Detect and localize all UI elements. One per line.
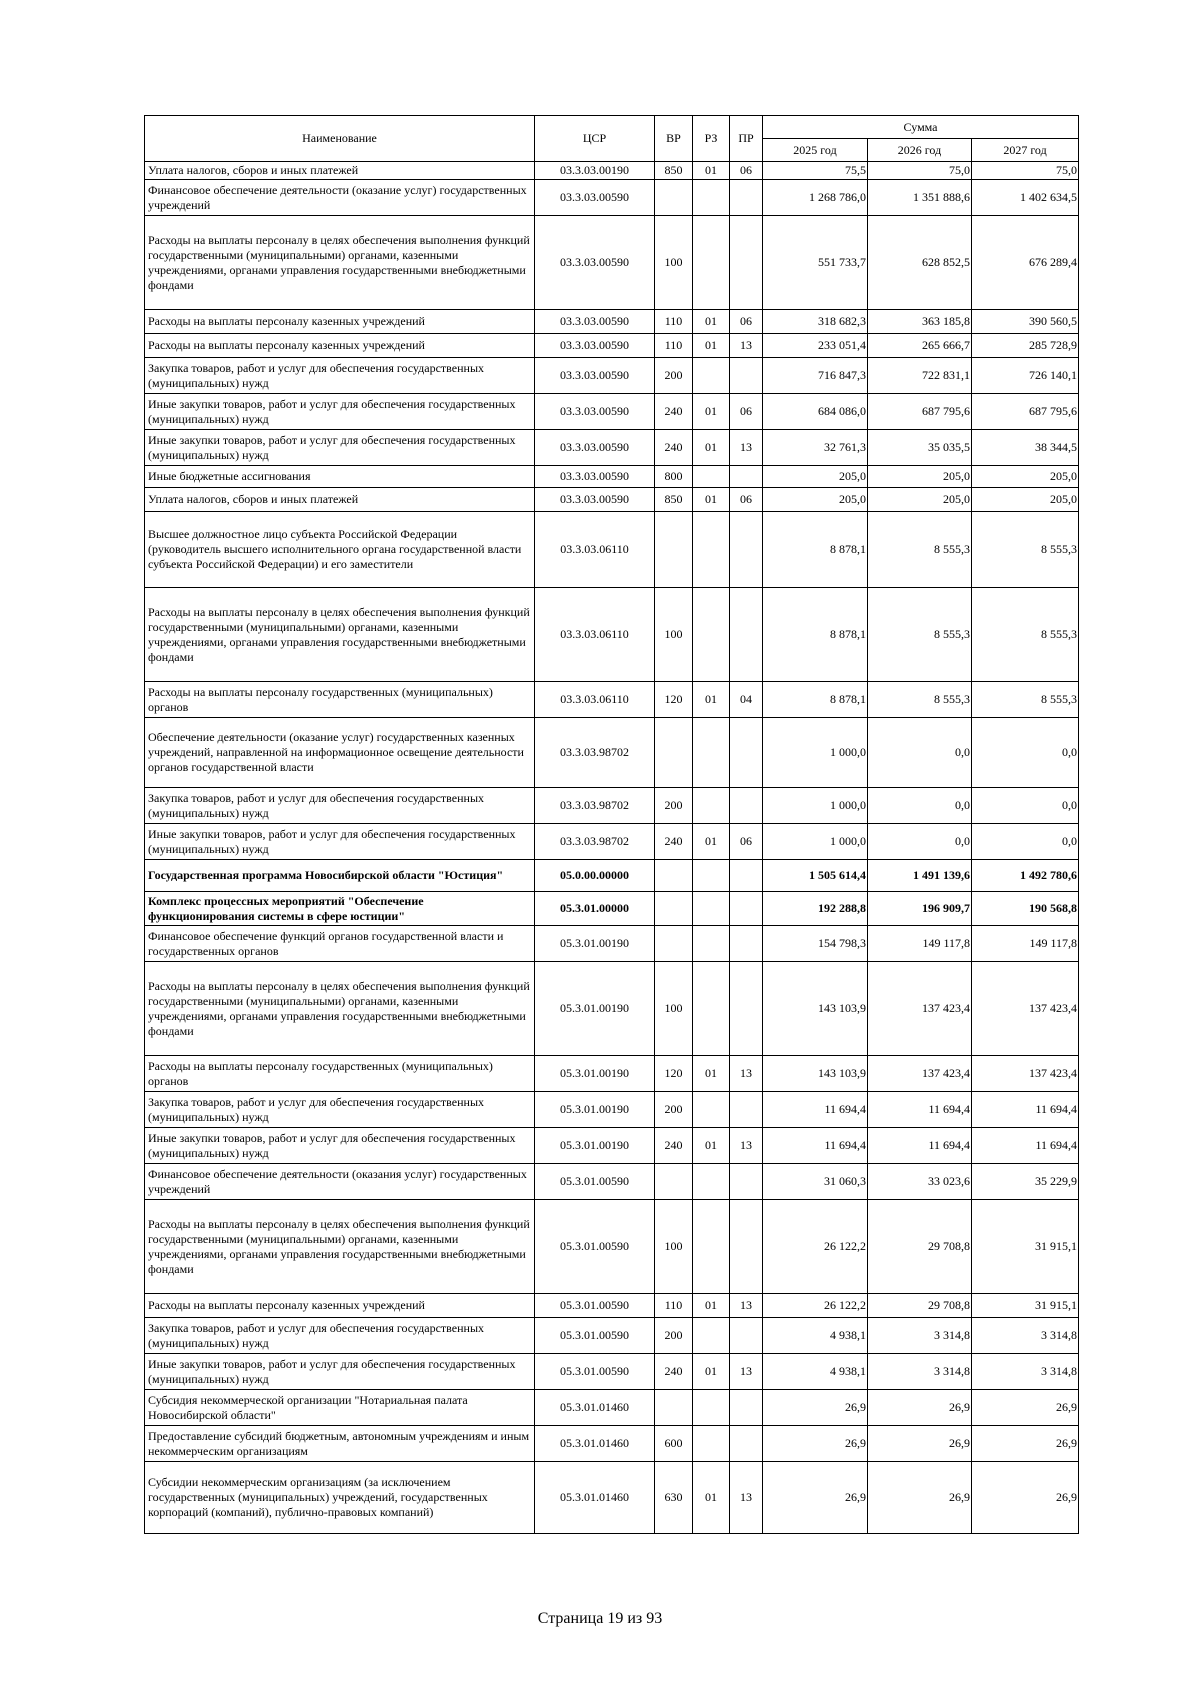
- cell-pr: 06: [730, 162, 763, 180]
- cell-2025: 1 505 614,4: [763, 860, 868, 892]
- cell-name: Расходы на выплаты персоналу казенных учреждений: [145, 1294, 535, 1318]
- header-csr: ЦСР: [535, 116, 655, 162]
- cell-pr: [730, 180, 763, 216]
- table-row: [145, 588, 1079, 682]
- cell-2025: 75,5: [763, 162, 868, 180]
- cell-2026: 33 023,6: [868, 1164, 972, 1200]
- cell-vr: 240: [655, 1128, 693, 1164]
- cell-rz: [693, 216, 730, 310]
- table-row: [145, 926, 1079, 962]
- cell-vr: [655, 860, 693, 892]
- cell-pr: [730, 1200, 763, 1294]
- cell-2027: 1 402 634,5: [972, 180, 1079, 216]
- cell-2027: 687 795,6: [972, 394, 1079, 430]
- cell-name: Расходы на выплаты персоналу в целях обеспечения выполнения функций государственными (муниципальными) органами, казенными учреждениями, органами управления государственными внебюджетными фондами: [145, 1200, 535, 1294]
- cell-vr: 200: [655, 1318, 693, 1354]
- header-pr: ПР: [730, 116, 763, 162]
- cell-pr: [730, 926, 763, 962]
- table-row: [145, 682, 1079, 718]
- cell-2026: 1 491 139,6: [868, 860, 972, 892]
- cell-name: Иные бюджетные ассигнования: [145, 466, 535, 488]
- table-row: [145, 1164, 1079, 1200]
- cell-name: Уплата налогов, сборов и иных платежей: [145, 488, 535, 512]
- cell-2025: 205,0: [763, 466, 868, 488]
- cell-csr: 03.3.03.00590: [535, 334, 655, 358]
- cell-rz: [693, 1164, 730, 1200]
- cell-rz: 01: [693, 1294, 730, 1318]
- cell-name: Расходы на выплаты персоналу казенных учреждений: [145, 310, 535, 334]
- cell-csr: 05.3.01.01460: [535, 1426, 655, 1462]
- cell-name: Субсидии некоммерческим организациям (за исключением государственных (муниципальных) учреждений, государственных корпораций (компаний), публично-правовых компаний): [145, 1462, 535, 1534]
- cell-2026: 11 694,4: [868, 1128, 972, 1164]
- cell-vr: 240: [655, 430, 693, 466]
- table-row: [145, 1462, 1079, 1534]
- cell-2025: 26,9: [763, 1390, 868, 1426]
- cell-name: Закупка товаров, работ и услуг для обеспечения государственных (муниципальных) нужд: [145, 1318, 535, 1354]
- cell-pr: [730, 1164, 763, 1200]
- cell-2027: 190 568,8: [972, 892, 1079, 926]
- cell-rz: 01: [693, 1128, 730, 1164]
- cell-pr: 06: [730, 310, 763, 334]
- cell-vr: 240: [655, 824, 693, 860]
- cell-2025: 1 000,0: [763, 718, 868, 788]
- cell-rz: [693, 512, 730, 588]
- cell-pr: [730, 588, 763, 682]
- cell-csr: 03.3.03.00590: [535, 310, 655, 334]
- table-row: [145, 892, 1079, 926]
- cell-2027: 676 289,4: [972, 216, 1079, 310]
- cell-rz: 01: [693, 162, 730, 180]
- cell-name: Субсидия некоммерческой организации "Нотариальная палата Новосибирской области": [145, 1390, 535, 1426]
- cell-pr: [730, 1092, 763, 1128]
- cell-2026: 3 314,8: [868, 1354, 972, 1390]
- cell-2026: 265 666,7: [868, 334, 972, 358]
- cell-pr: [730, 216, 763, 310]
- header-year-2027: 2027 год: [972, 139, 1079, 162]
- cell-csr: 03.3.03.06110: [535, 682, 655, 718]
- cell-vr: 120: [655, 682, 693, 718]
- table-row: [145, 1294, 1079, 1318]
- cell-2026: 687 795,6: [868, 394, 972, 430]
- cell-pr: [730, 1426, 763, 1462]
- cell-2026: 35 035,5: [868, 430, 972, 466]
- cell-2027: 0,0: [972, 718, 1079, 788]
- cell-2027: 0,0: [972, 788, 1079, 824]
- cell-2027: 8 555,3: [972, 588, 1079, 682]
- cell-2026: 26,9: [868, 1390, 972, 1426]
- cell-name: Иные закупки товаров, работ и услуг для обеспечения государственных (муниципальных) нужд: [145, 1354, 535, 1390]
- cell-2026: 205,0: [868, 466, 972, 488]
- cell-pr: [730, 512, 763, 588]
- cell-pr: 13: [730, 1294, 763, 1318]
- table-row: [145, 860, 1079, 892]
- cell-pr: [730, 718, 763, 788]
- page-number: Страница 19 из 93: [537, 1610, 663, 1627]
- cell-csr: 03.3.03.00590: [535, 180, 655, 216]
- header-name: Наименование: [145, 116, 535, 162]
- table-row: [145, 1128, 1079, 1164]
- header-year-2025: 2025 год: [763, 139, 868, 162]
- cell-rz: [693, 718, 730, 788]
- cell-pr: [730, 788, 763, 824]
- cell-rz: [693, 860, 730, 892]
- cell-name: Расходы на выплаты персоналу казенных учреждений: [145, 334, 535, 358]
- cell-rz: [693, 466, 730, 488]
- cell-rz: [693, 1390, 730, 1426]
- cell-2026: 11 694,4: [868, 1092, 972, 1128]
- cell-csr: 05.3.01.00590: [535, 1164, 655, 1200]
- cell-2027: 137 423,4: [972, 962, 1079, 1056]
- cell-csr: 05.3.01.00190: [535, 926, 655, 962]
- cell-2027: 205,0: [972, 488, 1079, 512]
- cell-pr: 06: [730, 488, 763, 512]
- table-row: [145, 1092, 1079, 1128]
- cell-csr: 03.3.03.00590: [535, 488, 655, 512]
- cell-2025: 8 878,1: [763, 512, 868, 588]
- cell-vr: 100: [655, 1200, 693, 1294]
- cell-vr: [655, 926, 693, 962]
- cell-name: Финансовое обеспечение функций органов государственной власти и государственных органов: [145, 926, 535, 962]
- cell-2025: 154 798,3: [763, 926, 868, 962]
- cell-pr: [730, 860, 763, 892]
- cell-csr: 05.3.01.00590: [535, 1354, 655, 1390]
- cell-vr: 600: [655, 1426, 693, 1462]
- cell-2027: 11 694,4: [972, 1128, 1079, 1164]
- cell-2026: 137 423,4: [868, 1056, 972, 1092]
- cell-2025: 4 938,1: [763, 1354, 868, 1390]
- cell-pr: 13: [730, 1354, 763, 1390]
- cell-csr: 05.0.00.00000: [535, 860, 655, 892]
- cell-2026: 3 314,8: [868, 1318, 972, 1354]
- cell-pr: [730, 962, 763, 1056]
- cell-2025: 1 268 786,0: [763, 180, 868, 216]
- cell-2027: 38 344,5: [972, 430, 1079, 466]
- cell-rz: [693, 180, 730, 216]
- cell-2026: 8 555,3: [868, 512, 972, 588]
- cell-vr: [655, 180, 693, 216]
- table-row: [145, 718, 1079, 788]
- cell-2025: 143 103,9: [763, 962, 868, 1056]
- cell-2025: 26 122,2: [763, 1294, 868, 1318]
- cell-2027: 149 117,8: [972, 926, 1079, 962]
- cell-2025: 318 682,3: [763, 310, 868, 334]
- cell-csr: 05.3.01.00190: [535, 962, 655, 1056]
- cell-name: Расходы на выплаты персоналу государственных (муниципальных) органов: [145, 682, 535, 718]
- cell-2027: 31 915,1: [972, 1200, 1079, 1294]
- cell-name: Предоставление субсидий бюджетным, автономным учреждениям и иным некоммерческим организациям: [145, 1426, 535, 1462]
- cell-name: Закупка товаров, работ и услуг для обеспечения государственных (муниципальных) нужд: [145, 788, 535, 824]
- cell-name: Уплата налогов, сборов и иных платежей: [145, 162, 535, 180]
- cell-2025: 8 878,1: [763, 588, 868, 682]
- cell-vr: 100: [655, 216, 693, 310]
- table-row: [145, 216, 1079, 310]
- cell-csr: 03.3.03.06110: [535, 588, 655, 682]
- cell-2027: 1 492 780,6: [972, 860, 1079, 892]
- cell-2027: 726 140,1: [972, 358, 1079, 394]
- cell-vr: 110: [655, 334, 693, 358]
- table-row: [145, 466, 1079, 488]
- table-row: [145, 310, 1079, 334]
- cell-name: Закупка товаров, работ и услуг для обеспечения государственных (муниципальных) нужд: [145, 1092, 535, 1128]
- table-row: [145, 788, 1079, 824]
- table-row: [145, 512, 1079, 588]
- cell-pr: [730, 1390, 763, 1426]
- cell-2025: 205,0: [763, 488, 868, 512]
- cell-name: Расходы на выплаты персоналу государственных (муниципальных) органов: [145, 1056, 535, 1092]
- cell-2027: 285 728,9: [972, 334, 1079, 358]
- cell-csr: 05.3.01.00190: [535, 1056, 655, 1092]
- cell-2027: 11 694,4: [972, 1092, 1079, 1128]
- header-year-2026: 2026 год: [868, 139, 972, 162]
- header-rz: РЗ: [693, 116, 730, 162]
- cell-vr: 200: [655, 1092, 693, 1128]
- cell-rz: [693, 1318, 730, 1354]
- table-row: [145, 358, 1079, 394]
- cell-csr: 03.3.03.98702: [535, 788, 655, 824]
- cell-pr: 13: [730, 1462, 763, 1534]
- cell-2026: 0,0: [868, 824, 972, 860]
- cell-2026: 149 117,8: [868, 926, 972, 962]
- cell-vr: 100: [655, 962, 693, 1056]
- cell-pr: 13: [730, 334, 763, 358]
- table-row: [145, 394, 1079, 430]
- cell-2027: 205,0: [972, 466, 1079, 488]
- cell-vr: 850: [655, 162, 693, 180]
- cell-csr: 05.3.01.00190: [535, 1092, 655, 1128]
- cell-2025: 26,9: [763, 1462, 868, 1534]
- cell-2027: 35 229,9: [972, 1164, 1079, 1200]
- cell-2026: 26,9: [868, 1462, 972, 1534]
- cell-rz: [693, 892, 730, 926]
- cell-rz: 01: [693, 824, 730, 860]
- cell-2027: 3 314,8: [972, 1354, 1079, 1390]
- cell-csr: 03.3.03.98702: [535, 824, 655, 860]
- cell-2027: 390 560,5: [972, 310, 1079, 334]
- cell-2025: 32 761,3: [763, 430, 868, 466]
- cell-2025: 233 051,4: [763, 334, 868, 358]
- cell-2026: 26,9: [868, 1426, 972, 1462]
- cell-2027: 31 915,1: [972, 1294, 1079, 1318]
- cell-2026: 29 708,8: [868, 1200, 972, 1294]
- cell-name: Иные закупки товаров, работ и услуг для обеспечения государственных (муниципальных) нужд: [145, 824, 535, 860]
- cell-pr: 13: [730, 1056, 763, 1092]
- cell-vr: 110: [655, 1294, 693, 1318]
- cell-rz: 01: [693, 310, 730, 334]
- cell-rz: 01: [693, 394, 730, 430]
- cell-2027: 137 423,4: [972, 1056, 1079, 1092]
- cell-2026: 0,0: [868, 788, 972, 824]
- cell-vr: [655, 718, 693, 788]
- cell-rz: [693, 1426, 730, 1462]
- cell-2025: 26 122,2: [763, 1200, 868, 1294]
- table-row: [145, 1200, 1079, 1294]
- cell-pr: [730, 892, 763, 926]
- cell-rz: [693, 1200, 730, 1294]
- cell-2026: 75,0: [868, 162, 972, 180]
- cell-name: Иные закупки товаров, работ и услуг для обеспечения государственных (муниципальных) нужд: [145, 394, 535, 430]
- cell-pr: [730, 358, 763, 394]
- cell-2025: 716 847,3: [763, 358, 868, 394]
- cell-2027: 8 555,3: [972, 512, 1079, 588]
- cell-rz: [693, 358, 730, 394]
- cell-vr: 240: [655, 394, 693, 430]
- cell-vr: 850: [655, 488, 693, 512]
- cell-2025: 11 694,4: [763, 1092, 868, 1128]
- table-row: [145, 1426, 1079, 1462]
- cell-2027: 75,0: [972, 162, 1079, 180]
- table-row: [145, 162, 1079, 180]
- header-sum: Сумма: [763, 116, 1079, 139]
- cell-name: Иные закупки товаров, работ и услуг для обеспечения государственных (муниципальных) нужд: [145, 430, 535, 466]
- cell-vr: [655, 1164, 693, 1200]
- table-row: [145, 1318, 1079, 1354]
- cell-csr: 03.3.03.98702: [535, 718, 655, 788]
- cell-name: Расходы на выплаты персоналу в целях обеспечения выполнения функций государственными (муниципальными) органами, казенными учреждениями, органами управления государственными внебюджетными фондами: [145, 962, 535, 1056]
- cell-rz: 01: [693, 488, 730, 512]
- table-row: [145, 430, 1079, 466]
- cell-name: Закупка товаров, работ и услуг для обеспечения государственных (муниципальных) нужд: [145, 358, 535, 394]
- cell-vr: 200: [655, 358, 693, 394]
- cell-2025: 1 000,0: [763, 824, 868, 860]
- header-vr: ВР: [655, 116, 693, 162]
- cell-2027: 0,0: [972, 824, 1079, 860]
- cell-rz: 01: [693, 1056, 730, 1092]
- cell-name: Иные закупки товаров, работ и услуг для обеспечения государственных (муниципальных) нужд: [145, 1128, 535, 1164]
- cell-rz: [693, 788, 730, 824]
- cell-vr: 800: [655, 466, 693, 488]
- table-row: [145, 824, 1079, 860]
- cell-pr: 13: [730, 1128, 763, 1164]
- cell-rz: 01: [693, 1354, 730, 1390]
- cell-2025: 8 878,1: [763, 682, 868, 718]
- cell-vr: 120: [655, 1056, 693, 1092]
- cell-2025: 26,9: [763, 1426, 868, 1462]
- cell-csr: 05.3.01.00590: [535, 1318, 655, 1354]
- table-row: [145, 962, 1079, 1056]
- cell-csr: 05.3.01.00190: [535, 1128, 655, 1164]
- cell-2026: 363 185,8: [868, 310, 972, 334]
- cell-rz: 01: [693, 334, 730, 358]
- cell-2026: 0,0: [868, 718, 972, 788]
- table-row: [145, 180, 1079, 216]
- cell-2027: 26,9: [972, 1390, 1079, 1426]
- cell-2026: 205,0: [868, 488, 972, 512]
- cell-name: Высшее должностное лицо субъекта Российской Федерации (руководитель высшего исполнительного органа государственной власти субъекта Российской Федерации) и его заместители: [145, 512, 535, 588]
- cell-rz: [693, 926, 730, 962]
- cell-csr: 05.3.01.00590: [535, 1294, 655, 1318]
- cell-2027: 26,9: [972, 1462, 1079, 1534]
- cell-2025: 31 060,3: [763, 1164, 868, 1200]
- cell-2025: 1 000,0: [763, 788, 868, 824]
- budget-table: [144, 115, 1079, 1534]
- cell-2027: 3 314,8: [972, 1318, 1079, 1354]
- cell-vr: [655, 512, 693, 588]
- cell-pr: 13: [730, 430, 763, 466]
- cell-2025: 4 938,1: [763, 1318, 868, 1354]
- cell-csr: 05.3.01.00590: [535, 1200, 655, 1294]
- cell-2026: 196 909,7: [868, 892, 972, 926]
- cell-vr: 630: [655, 1462, 693, 1534]
- cell-csr: 03.3.03.00590: [535, 358, 655, 394]
- cell-vr: [655, 1390, 693, 1426]
- cell-name: Финансовое обеспечение деятельности (оказание услуг) государственных учреждений: [145, 180, 535, 216]
- cell-2025: 11 694,4: [763, 1128, 868, 1164]
- cell-csr: 05.3.01.00000: [535, 892, 655, 926]
- cell-csr: 03.3.03.00590: [535, 430, 655, 466]
- cell-2026: 8 555,3: [868, 588, 972, 682]
- cell-vr: 200: [655, 788, 693, 824]
- cell-name: Расходы на выплаты персоналу в целях обеспечения выполнения функций государственными (муниципальными) органами, казенными учреждениями, органами управления государственными внебюджетными фондами: [145, 588, 535, 682]
- cell-2027: 8 555,3: [972, 682, 1079, 718]
- cell-vr: 110: [655, 310, 693, 334]
- cell-csr: 03.3.03.00590: [535, 216, 655, 310]
- cell-vr: [655, 892, 693, 926]
- cell-pr: 04: [730, 682, 763, 718]
- cell-csr: 03.3.03.00590: [535, 394, 655, 430]
- cell-csr: 03.3.03.06110: [535, 512, 655, 588]
- cell-2026: 137 423,4: [868, 962, 972, 1056]
- cell-pr: 06: [730, 824, 763, 860]
- cell-name: Обеспечение деятельности (оказание услуг) государственных казенных учреждений, направленной на информационное освещение деятельности органов государственной власти: [145, 718, 535, 788]
- cell-2026: 1 351 888,6: [868, 180, 972, 216]
- cell-name: Государственная программа Новосибирской области "Юстиция": [145, 860, 535, 892]
- cell-2026: 722 831,1: [868, 358, 972, 394]
- cell-rz: [693, 962, 730, 1056]
- cell-rz: [693, 588, 730, 682]
- table-row: [145, 1354, 1079, 1390]
- cell-2025: 192 288,8: [763, 892, 868, 926]
- cell-pr: 06: [730, 394, 763, 430]
- cell-pr: [730, 466, 763, 488]
- cell-vr: 100: [655, 588, 693, 682]
- cell-2025: 143 103,9: [763, 1056, 868, 1092]
- cell-rz: 01: [693, 1462, 730, 1534]
- cell-2026: 8 555,3: [868, 682, 972, 718]
- cell-pr: [730, 1318, 763, 1354]
- cell-csr: 05.3.01.01460: [535, 1462, 655, 1534]
- cell-csr: 05.3.01.01460: [535, 1390, 655, 1426]
- cell-name: Финансовое обеспечение деятельности (оказания услуг) государственных учреждений: [145, 1164, 535, 1200]
- cell-csr: 03.3.03.00590: [535, 466, 655, 488]
- cell-2025: 551 733,7: [763, 216, 868, 310]
- cell-2025: 684 086,0: [763, 394, 868, 430]
- cell-rz: [693, 1092, 730, 1128]
- cell-rz: 01: [693, 682, 730, 718]
- cell-vr: 240: [655, 1354, 693, 1390]
- cell-name: Комплекс процессных мероприятий "Обеспечение функционирования системы в сфере юстиции": [145, 892, 535, 926]
- cell-2026: 628 852,5: [868, 216, 972, 310]
- cell-2027: 26,9: [972, 1426, 1079, 1462]
- cell-rz: 01: [693, 430, 730, 466]
- cell-csr: 03.3.03.00190: [535, 162, 655, 180]
- cell-2026: 29 708,8: [868, 1294, 972, 1318]
- cell-name: Расходы на выплаты персоналу в целях обеспечения выполнения функций государственными (муниципальными) органами, казенными учреждениями, органами управления государственными внебюджетными фондами: [145, 216, 535, 310]
- table-row: [145, 1390, 1079, 1426]
- table-row: [145, 1056, 1079, 1092]
- table-body: [145, 162, 1079, 1534]
- table-row: [145, 488, 1079, 512]
- table-row: [145, 334, 1079, 358]
- table-header: [145, 116, 1079, 162]
